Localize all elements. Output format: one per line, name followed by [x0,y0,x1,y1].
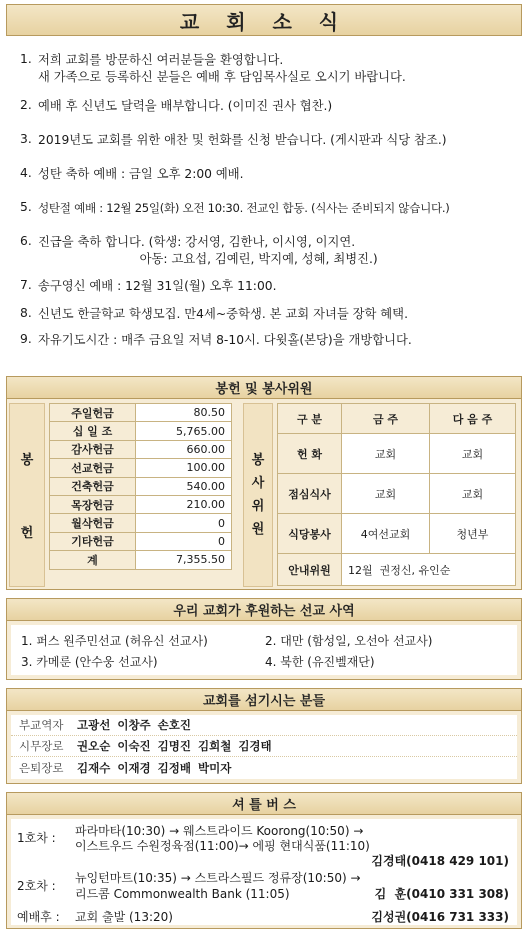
table-row: 점심식사 교회 교회 [278,474,516,514]
offering-side-label: 봉 헌 [9,403,45,587]
offering-name: 목장헌금 [50,495,136,513]
shuttle-header: 셔 틀 버 스 [7,793,521,815]
notice-item: 5. 성탄절 예배 : 12월 25일(화) 오전 10:30. 전교인 합동. (식사는 준비되지 않습니다.) [20,200,450,215]
offering-header: 봉헌 및 봉사위원 [7,377,521,399]
servant-row: 은퇴장로 김재수 이재경 김정배 박미자 [19,760,232,775]
bus1-label: 1호차 : [17,831,56,845]
offering-name: 십 일 조 [50,422,136,440]
notice-item: 3. 2019년도 교회를 위한 애찬 및 헌화를 신청 받습니다. (게시판과 식당 참조.) [20,132,447,147]
offering-amount: 100.00 [136,459,232,477]
service-col-header: 금 주 [342,404,430,434]
mission-item: 4. 북한 (유진벨재단) [265,655,375,669]
mission-header: 우리 교회가 후원하는 선교 사역 [7,599,521,621]
offering-amount: 210.00 [136,495,232,513]
table-row [50,551,232,569]
table-row: 식당봉사 4여선교회 청년부 [278,514,516,554]
offering-name: 건축헌금 [50,477,136,495]
page-title: 교 회 소 식 [6,4,522,36]
offering-name: 감사헌금 [50,440,136,458]
service-col-header: 다 음 주 [430,404,516,434]
bus2-driver: 김 훈(0410 331 308) [374,887,509,901]
table-row [50,495,232,513]
offering-table [49,403,232,570]
mission-item: 1. 퍼스 원주민선교 (허유신 선교사) [21,634,208,648]
offering-amount: 0 [136,532,232,550]
table-row [50,440,232,458]
service-col-header: 구 분 [278,404,342,434]
bus1-driver: 김경태(0418 429 101) [371,854,509,868]
servants-header: 교회를 섬기시는 분들 [7,689,521,711]
bus1-route: 파라마타(10:30) → 웨스트라이드 Koorong(10:50) → [75,824,364,838]
mission-section [6,598,522,680]
table-row [50,459,232,477]
offering-amount: 80.50 [136,404,232,422]
notice-item: 1. 저희 교회를 방문하신 여러분들을 환영합니다. 새 가족으로 등록하신 분들은 예배 후 담임목사실로 오시기 바랍니다. [20,52,406,84]
shuttle-section [6,792,522,929]
offering-name: 월삭헌금 [50,514,136,532]
offering-name: 선교헌금 [50,459,136,477]
after-service-label: 예배후 : [17,910,60,924]
table-row [50,532,232,550]
servants-section [6,688,522,784]
notice-item: 4. 성탄 축하 예배 : 금일 오후 2:00 예배. [20,166,244,181]
bus2-label: 2호차 : [17,879,56,893]
mission-item: 3. 카메룬 (안수웅 선교사) [21,655,158,669]
offering-name: 주일헌금 [50,404,136,422]
notice-item: 8. 신년도 한글학교 학생모집. 만4세~중학생. 본 교회 자녀들 장학 혜택. [20,306,408,321]
after-service-driver: 김성권(0416 731 333) [371,910,509,924]
after-service-text: 교회 출발 (13:20) [75,910,173,924]
table-row [50,422,232,440]
notice-item: 7. 송구영신 예배 : 12월 31일(월) 오후 11:00. [20,278,277,293]
table-row [50,477,232,495]
notice-item: 6. 진급을 축하 합니다. (학생: 강서영, 김한나, 이시영, 이지연. 아동: 고요섭, 김예린, 박지예, 성혜, 최병진.) [20,234,378,266]
table-row: 안내위원 12월 권정신, 유인순 [278,554,516,586]
table-row [50,404,232,422]
notice-item: 2. 예배 후 신년도 달력을 배부합니다. (이미진 권사 협찬.) [20,98,333,113]
offering-amount: 5,765.00 [136,422,232,440]
servant-row: 부교역자 고광선 이창주 손호진 [11,715,517,736]
notice-item: 9. 자유기도시간 : 매주 금요일 저녁 8-10시. 다윗홀(본당)을 개방합니다. [20,332,412,347]
offering-name: 계 [50,551,136,569]
table-row: 헌 화 교회 교회 [278,434,516,474]
bus2-route: 리드콤 Commonwealth Bank (11:05) [75,887,290,901]
table-row [50,514,232,532]
bus2-route: 뉴잉턴마트(10:35) → 스트라스필드 정류장(10:50) → [75,871,361,885]
bus1-route: 이스트우드 수원정육점(11:00)→ 에핑 현대식품(11:10) [75,839,370,853]
offering-amount: 7,355.50 [136,551,232,569]
offering-amount: 660.00 [136,440,232,458]
offering-amount: 540.00 [136,477,232,495]
service-side-label: 봉 사 위 원 [243,403,273,587]
offering-name: 기타헌금 [50,532,136,550]
servant-row: 시무장로 권오순 이숙진 김명진 김희철 김경태 [11,736,517,757]
service-table [277,403,516,586]
offering-amount: 0 [136,514,232,532]
offering-section [6,376,522,590]
mission-item: 2. 대만 (함성일, 오선아 선교사) [265,634,433,648]
